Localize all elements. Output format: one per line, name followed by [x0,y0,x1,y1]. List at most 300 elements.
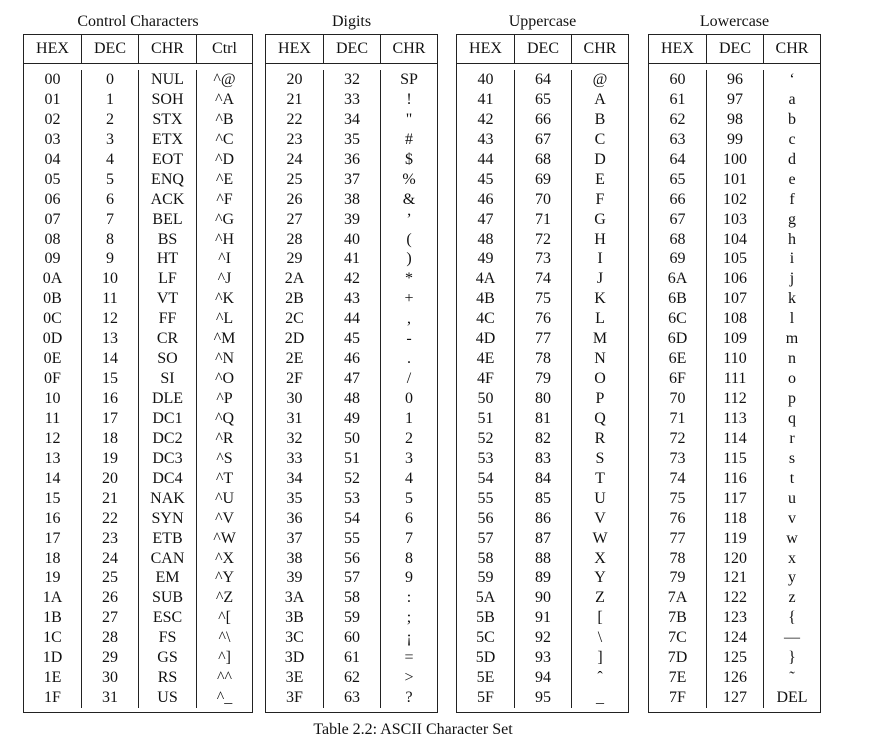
column-header-dec: DEC [514,35,571,63]
cell-chr: # [380,130,437,150]
cell-chr: p [763,389,820,409]
table-row [24,369,252,389]
table-row [266,489,437,509]
cell-chr: 5 [380,489,437,509]
cell-ctrl: ^\ [196,628,252,648]
table-row [24,249,252,269]
table-header [649,35,820,64]
cell-chr: NUL [138,70,196,90]
cell-hex: 53 [477,449,494,467]
cell-hex: 22 [286,110,303,128]
cell-chr: 1 [380,409,437,429]
table-row [649,309,820,329]
cell-hex: 0A [42,270,63,288]
column-header-dec: DEC [706,35,763,63]
table-row [24,349,252,369]
cell-ctrl: ^@ [196,70,252,90]
cell-hex: 29 [286,250,303,268]
cell-dec: 76 [514,309,571,329]
cell-dec: 11 [81,289,138,309]
table-row [24,389,252,409]
cell-hex: 35 [286,489,303,507]
cell-chr: ETX [138,130,196,150]
table-row [266,688,437,708]
cell-chr: ) [380,249,437,269]
cell-chr: E [571,170,628,190]
cell-dec: 21 [81,489,138,509]
column-header-ctrl: Ctrl [196,35,252,63]
table-row [266,449,437,469]
cell-chr: DC2 [138,429,196,449]
cell-dec: 62 [323,668,380,688]
cell-hex: 33 [286,449,303,467]
cell-dec: 1 [81,90,138,110]
cell-hex: 0C [43,310,62,328]
cell-hex: 62 [669,110,686,128]
cell-ctrl: ^W [196,529,252,549]
cell-hex: 00 [44,71,61,88]
cell-chr: P [571,389,628,409]
cell-chr: e [763,170,820,190]
cell-dec: 125 [706,648,763,668]
cell-dec: 95 [514,688,571,708]
cell-dec: 57 [323,568,380,588]
table-row [24,429,252,449]
cell-chr: @ [571,70,628,90]
column-header-hex: HEX [469,40,502,57]
cell-hex: 43 [477,130,494,148]
table-row [457,210,628,230]
cell-dec: 115 [706,449,763,469]
cell-chr: EM [138,568,196,588]
table-row [457,289,628,309]
cell-chr: H [571,230,628,250]
cell-chr: S [571,449,628,469]
cell-chr: N [571,349,628,369]
table-row [649,549,820,569]
cell-ctrl: ^X [196,549,252,569]
cell-dec: 40 [323,230,380,250]
cell-dec: 122 [706,588,763,608]
cell-hex: 4E [476,350,495,368]
cell-ctrl: ^[ [196,608,252,628]
cell-hex: 49 [477,250,494,268]
cell-chr: , [380,309,437,329]
table-row [266,150,437,170]
cell-chr: 4 [380,469,437,489]
table-row [457,130,628,150]
table-row [24,230,252,250]
cell-chr: EOT [138,150,196,170]
cell-dec: 79 [514,369,571,389]
cell-dec: 73 [514,249,571,269]
table-digits [265,10,438,713]
cell-hex: 55 [477,489,494,507]
cell-chr: ? [380,688,437,708]
cell-chr: — [763,628,820,648]
cell-dec: 114 [706,429,763,449]
cell-chr: CAN [138,549,196,569]
table-row [457,688,628,708]
cell-chr: FS [138,628,196,648]
cell-ctrl: ^B [196,110,252,130]
cell-ctrl: ^S [196,449,252,469]
cell-hex: 66 [669,190,686,208]
table-row [649,429,820,449]
table-row [24,628,252,648]
cell-hex: 04 [44,150,61,168]
cell-chr: " [380,110,437,130]
cell-chr: K [571,289,628,309]
column-header-chr: CHR [571,35,628,63]
cell-chr: CR [138,329,196,349]
cell-chr: ( [380,230,437,250]
cell-dec: 36 [323,150,380,170]
cell-hex: 28 [286,230,303,248]
table-row [649,170,820,190]
cell-hex: 52 [477,429,494,447]
cell-ctrl: ^N [196,349,252,369]
cell-dec: 65 [514,90,571,110]
cell-dec: 18 [81,429,138,449]
cell-chr: + [380,289,437,309]
cell-chr: 7 [380,529,437,549]
cell-chr: Y [571,568,628,588]
cell-chr: ˆ [571,668,628,688]
cell-chr: h [763,230,820,250]
cell-dec: 93 [514,648,571,668]
column-header-chr: CHR [138,35,196,63]
cell-hex: 4D [475,330,496,348]
cell-dec: 83 [514,449,571,469]
table-row [266,349,437,369]
cell-dec: 111 [706,369,763,389]
table-row [266,469,437,489]
table-row [649,90,820,110]
cell-hex: 2F [286,370,303,388]
table-row [24,588,252,608]
cell-ctrl: ^Z [196,588,252,608]
cell-hex: 40 [477,71,494,88]
cell-hex: 5A [475,589,496,607]
table-row [24,289,252,309]
cell-hex: 63 [669,130,686,148]
cell-dec: 15 [81,369,138,389]
cell-hex: 1F [44,689,61,707]
cell-chr: \ [571,628,628,648]
cell-hex: 7D [667,649,688,667]
table-row [457,449,628,469]
cell-hex: 7C [668,629,687,647]
table-row [457,549,628,569]
cell-hex: 39 [286,569,303,587]
cell-dec: 69 [514,170,571,190]
table-row [24,150,252,170]
table-row [266,389,437,409]
cell-hex: 36 [286,509,303,527]
table-row [457,429,628,449]
cell-dec: 78 [514,349,571,369]
table-row [24,110,252,130]
table-row [24,90,252,110]
table-row [266,269,437,289]
cell-chr: X [571,549,628,569]
table-row [649,369,820,389]
cell-dec: 88 [514,549,571,569]
table-row [457,309,628,329]
table-row [266,429,437,449]
cell-chr: o [763,369,820,389]
cell-chr: j [763,269,820,289]
cell-chr: 9 [380,568,437,588]
cell-hex: 25 [286,170,303,188]
cell-dec: 53 [323,489,380,509]
cell-chr: F [571,190,628,210]
cell-chr: O [571,369,628,389]
cell-dec: 10 [81,269,138,289]
table-row [649,568,820,588]
cell-hex: 0E [43,350,62,368]
table-row [24,190,252,210]
table-row [24,668,252,688]
table-row [266,608,437,628]
cell-hex: 11 [44,409,61,427]
cell-chr: U [571,489,628,509]
table-title: Digits [331,13,372,30]
cell-hex: 72 [669,429,686,447]
cell-hex: 6E [668,350,687,368]
table-body [457,64,628,712]
cell-hex: 60 [669,71,686,88]
cell-hex: 56 [477,509,494,527]
cell-hex: 7F [669,689,686,707]
cell-dec: 110 [706,349,763,369]
cell-hex: 65 [669,170,686,188]
cell-hex: 1E [43,669,62,687]
cell-hex: 44 [477,150,494,168]
table-row [457,489,628,509]
cell-hex: 6C [668,310,687,328]
table-row [24,329,252,349]
cell-hex: 3F [286,689,303,707]
cell-dec: 50 [323,429,380,449]
table-row [266,628,437,648]
cell-dec: 81 [514,409,571,429]
cell-chr: SI [138,369,196,389]
cell-chr: J [571,269,628,289]
cell-hex: 27 [286,210,303,228]
cell-dec: 72 [514,230,571,250]
cell-hex: 48 [477,230,494,248]
cell-dec: 5 [81,170,138,190]
cell-dec: 104 [706,230,763,250]
cell-dec: 55 [323,529,380,549]
table-row [649,469,820,489]
cell-dec: 52 [323,469,380,489]
cell-hex: 7E [668,669,687,687]
cell-dec: 106 [706,269,763,289]
cell-hex: 64 [669,150,686,168]
table-row [649,230,820,250]
cell-hex: 47 [477,210,494,228]
cell-chr: % [380,170,437,190]
table-body [24,64,252,712]
cell-chr: w [763,529,820,549]
cell-dec: 27 [81,608,138,628]
table-row [649,70,820,90]
table-row [457,269,628,289]
cell-dec: 70 [514,190,571,210]
cell-dec: 45 [323,329,380,349]
cell-hex: 21 [286,90,303,108]
table-row [457,568,628,588]
cell-ctrl: ^Q [196,409,252,429]
cell-chr: SUB [138,588,196,608]
cell-hex: 17 [44,529,61,547]
cell-dec: 28 [81,628,138,648]
table-row [24,568,252,588]
cell-hex: 06 [44,190,61,208]
cell-ctrl: ^R [196,429,252,449]
table-row [457,648,628,668]
table-row [649,509,820,529]
cell-ctrl: ^V [196,509,252,529]
cell-dec: 49 [323,409,380,429]
cell-chr: / [380,369,437,389]
cell-hex: 30 [286,390,303,407]
table-body [266,64,437,712]
cell-hex: 51 [477,409,494,427]
cell-dec: 68 [514,150,571,170]
table-title: Control Characters [77,13,199,30]
table-row [24,648,252,668]
cell-dec: 118 [706,509,763,529]
cell-dec: 43 [323,289,380,309]
cell-chr: BS [138,230,196,250]
table-row [457,469,628,489]
cell-ctrl: ^H [196,230,252,250]
table-row [266,329,437,349]
cell-hex: 3B [285,609,304,627]
cell-chr: l [763,309,820,329]
cell-hex: 70 [669,390,686,407]
cell-chr: SYN [138,509,196,529]
cell-hex: 23 [286,130,303,148]
cell-dec: 66 [514,110,571,130]
cell-dec: 103 [706,210,763,230]
cell-ctrl: ^Y [196,568,252,588]
cell-hex: 45 [477,170,494,188]
cell-dec: 39 [323,210,380,230]
cell-chr: SO [138,349,196,369]
cell-hex: 24 [286,150,303,168]
table-row [457,70,628,90]
cell-ctrl: ^P [196,389,252,409]
table-row [649,389,820,409]
cell-dec: 123 [706,608,763,628]
cell-chr: { [763,608,820,628]
cell-hex: 76 [669,509,686,527]
cell-hex: 67 [669,210,686,228]
cell-dec: 90 [514,588,571,608]
cell-hex: 68 [669,230,686,248]
cell-chr: f [763,190,820,210]
cell-chr: BEL [138,210,196,230]
table-row [649,668,820,688]
table-row [24,469,252,489]
table-row [649,150,820,170]
table-title: Lowercase [699,13,770,30]
cell-chr: L [571,309,628,329]
cell-dec: 98 [706,110,763,130]
table-row [24,529,252,549]
column-header-hex: HEX [278,40,311,57]
table-row [24,269,252,289]
table-row [266,170,437,190]
cell-hex: 42 [477,110,494,128]
cell-chr: V [571,509,628,529]
table-row [266,588,437,608]
cell-chr: * [380,269,437,289]
cell-hex: 01 [44,90,61,108]
cell-dec: 60 [323,628,380,648]
cell-hex: 5B [476,609,495,627]
cell-dec: 67 [514,130,571,150]
table-row [457,170,628,190]
cell-dec: 127 [706,688,763,708]
cell-dec: 19 [81,449,138,469]
table-row [266,568,437,588]
table-row [24,170,252,190]
cell-dec: 24 [81,549,138,569]
cell-chr: STX [138,110,196,130]
cell-dec: 80 [514,389,571,409]
cell-hex: 6F [669,370,686,388]
cell-chr: NAK [138,489,196,509]
table-row [457,110,628,130]
cell-chr: & [380,190,437,210]
cell-hex: 6D [667,330,688,348]
column-header-chr: CHR [380,35,437,63]
cell-chr: G [571,210,628,230]
table-row [649,489,820,509]
table-row [24,309,252,329]
cell-hex: 19 [44,569,61,587]
cell-dec: 54 [323,509,380,529]
cell-chr: d [763,150,820,170]
cell-chr: ACK [138,190,196,210]
cell-chr: u [763,489,820,509]
table-row [649,588,820,608]
cell-ctrl: ^U [196,489,252,509]
cell-hex: 2A [284,270,305,288]
cell-chr: LF [138,269,196,289]
cell-chr: C [571,130,628,150]
cell-hex: 07 [44,210,61,228]
cell-dec: 20 [81,469,138,489]
cell-chr: i [763,249,820,269]
cell-dec: 124 [706,628,763,648]
table-row [266,409,437,429]
cell-ctrl: ^] [196,648,252,668]
cell-hex: 69 [669,250,686,268]
cell-ctrl: ^^ [196,668,252,688]
cell-dec: 29 [81,648,138,668]
cell-dec: 22 [81,509,138,529]
cell-hex: 02 [44,110,61,128]
cell-hex: 34 [286,469,303,487]
cell-chr: 2 [380,429,437,449]
